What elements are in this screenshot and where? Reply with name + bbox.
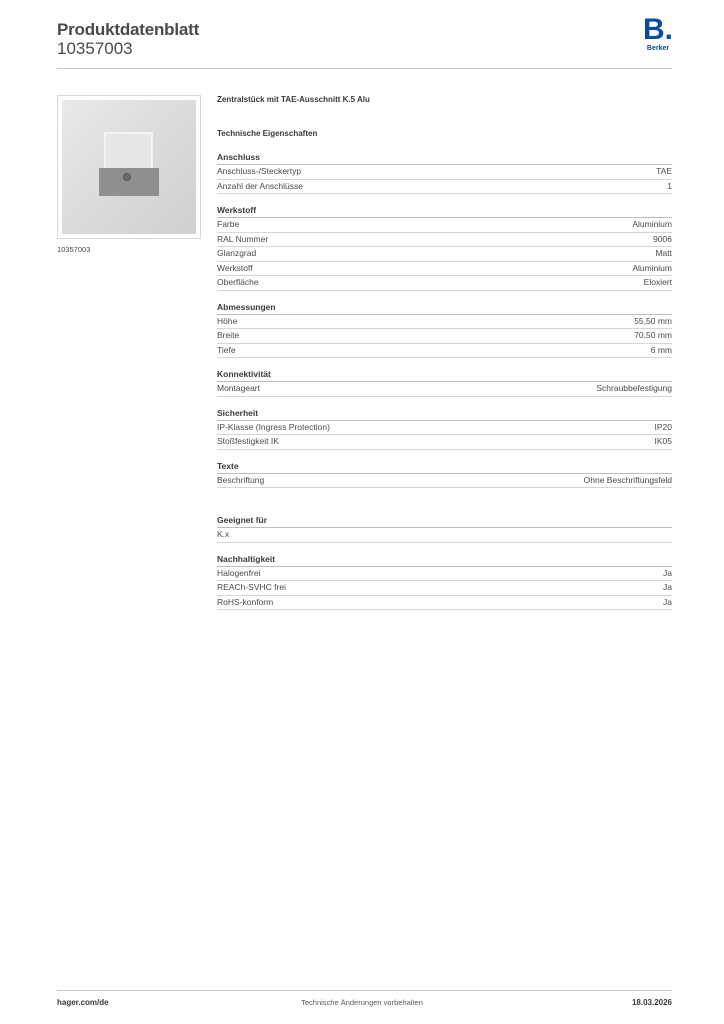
footer-date: 18.03.2026 — [631, 998, 672, 1007]
table-row — [217, 581, 672, 596]
row-value: Aluminium — [632, 262, 672, 273]
section-konnektivitaet — [217, 369, 672, 397]
row-label: RoHS-konform — [217, 596, 274, 607]
row-label: Beschriftung — [217, 474, 265, 485]
product-name: Zentralstück mit TAE-Ausschnitt K.5 Alu — [217, 95, 370, 104]
row-value: 70,50 mm — [634, 330, 672, 340]
image-caption: 10357003 — [57, 245, 91, 254]
properties-heading: Technische Eigenschaften — [217, 129, 318, 138]
row-value: 1 — [667, 180, 672, 191]
section-title: Konnektivität — [217, 369, 672, 382]
footer-divider — [57, 990, 672, 991]
table-row — [217, 435, 672, 450]
logo-mark-icon: B. — [643, 13, 673, 46]
footer-website-link[interactable]: hager.com/de — [57, 998, 109, 1007]
table-row — [217, 247, 672, 262]
row-value: Eloxiert — [643, 277, 672, 287]
table-row — [217, 315, 672, 330]
row-label: Höhe — [217, 315, 238, 326]
berker-logo — [640, 13, 676, 52]
row-value: Ja — [663, 596, 672, 607]
logo-text: Berker — [646, 45, 670, 52]
row-label: Oberfläche — [217, 277, 259, 287]
row-label: Werkstoff — [217, 262, 253, 273]
socket-insert — [99, 168, 159, 196]
table-row — [217, 262, 672, 277]
section-anschluss — [217, 152, 672, 194]
section-title: Nachhaltigkeit — [217, 554, 672, 567]
cover-plate-picture — [62, 100, 196, 234]
page-title: Produktdatenblatt — [57, 20, 200, 39]
section-title: Geeignet für — [217, 515, 672, 528]
table-row — [217, 233, 672, 248]
section-nachhaltigkeit — [217, 554, 672, 611]
table-row — [217, 474, 672, 489]
row-value: TAE — [656, 166, 672, 176]
product-image — [57, 95, 201, 239]
row-label: Anzahl der Anschlüsse — [217, 180, 303, 191]
section-werkstoff — [217, 205, 672, 291]
section-sicherheit — [217, 408, 672, 450]
table-row — [217, 596, 672, 611]
row-label: Stoßfestigkeit IK — [217, 436, 279, 446]
table-row — [217, 528, 672, 543]
section-title: Sicherheit — [217, 408, 672, 421]
table-row — [217, 567, 672, 582]
row-value: IP20 — [654, 421, 672, 432]
table-row — [217, 382, 672, 397]
row-label: RAL Nummer — [217, 233, 269, 244]
row-value: Schraubbefestigung — [596, 383, 672, 393]
table-row — [217, 165, 672, 180]
article-number: 10357003 — [57, 39, 133, 58]
row-value: 9006 — [653, 233, 672, 244]
row-label: Anschluss-/Steckertyp — [217, 166, 302, 176]
row-value: 6 mm — [650, 344, 672, 355]
table-row — [217, 421, 672, 436]
section-abmessungen — [217, 302, 672, 359]
row-value: IK05 — [654, 436, 672, 446]
table-row — [217, 276, 672, 291]
row-label: Tiefe — [217, 344, 236, 355]
header-divider — [57, 68, 672, 69]
row-label: Glanzgrad — [217, 248, 257, 258]
table-row — [217, 329, 672, 344]
row-value: Ja — [663, 567, 672, 578]
row-label: Halogenfrei — [217, 567, 261, 578]
row-value: 55,50 mm — [634, 315, 672, 326]
table-row — [217, 344, 672, 359]
row-value: Aluminium — [632, 219, 672, 229]
row-value: Ja — [663, 582, 672, 592]
table-row — [217, 218, 672, 233]
section-title: Abmessungen — [217, 302, 672, 315]
footer-notice: Technische Änderungen vorbehalten — [301, 998, 423, 1007]
section-texte — [217, 461, 672, 489]
row-value: Ohne Beschriftungsfeld — [583, 474, 672, 485]
row-label: Breite — [217, 330, 240, 340]
section-title: Werkstoff — [217, 205, 672, 218]
product-details — [217, 95, 672, 610]
row-label: Farbe — [217, 219, 240, 229]
spacer — [217, 488, 672, 504]
section-title: Texte — [217, 461, 672, 474]
row-label: IP-Klasse (Ingress Protection) — [217, 421, 330, 432]
row-label: REACh-SVHC frei — [217, 582, 286, 592]
section-title: Anschluss — [217, 152, 672, 165]
row-label: Montageart — [217, 383, 260, 393]
section-geeignet — [217, 515, 672, 543]
table-row — [217, 180, 672, 195]
socket-hole-icon — [123, 173, 131, 181]
row-label: K.x — [217, 529, 230, 539]
row-value: Matt — [655, 248, 672, 258]
